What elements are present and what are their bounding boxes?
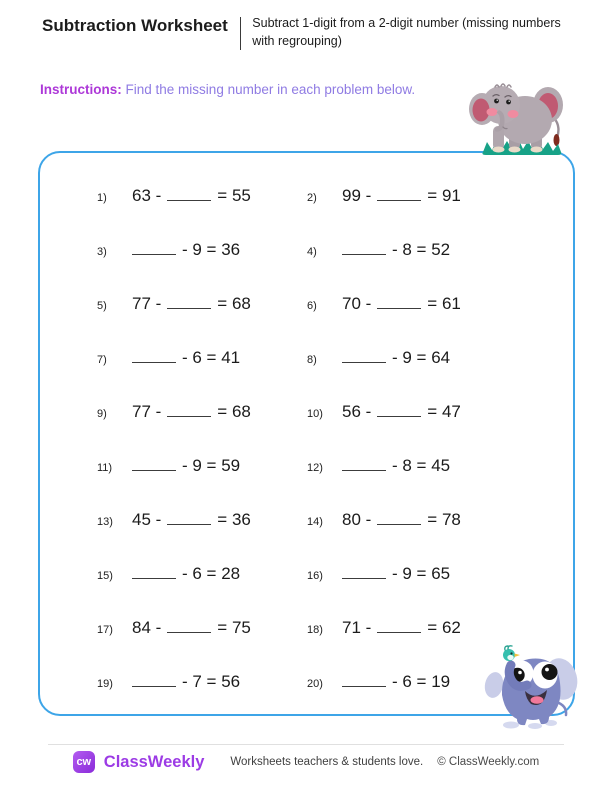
problem-equation xyxy=(132,510,251,530)
instructions-text: Find the missing number in each problem below. xyxy=(125,82,416,97)
footer xyxy=(0,751,612,773)
equation-before-text: 63 - xyxy=(132,186,162,205)
answer-blank xyxy=(342,564,386,579)
problem-row xyxy=(97,331,307,385)
problem-row xyxy=(97,655,307,709)
answer-blank xyxy=(377,294,421,309)
problem-number: 17) xyxy=(97,623,113,636)
equation-after-text: - 9 = 64 xyxy=(392,348,451,367)
footer-divider xyxy=(48,744,564,745)
problem-number: 5) xyxy=(97,299,107,312)
problem-equation xyxy=(132,672,240,692)
problem-number: 12) xyxy=(307,461,323,474)
equation-after-text: = 47 xyxy=(427,402,461,421)
answer-blank xyxy=(167,402,211,417)
equation-before-text: 45 - xyxy=(132,510,162,529)
problem-equation xyxy=(132,564,240,584)
equation-before-text: 77 - xyxy=(132,402,162,421)
problem-row xyxy=(97,547,307,601)
problem-number: 18) xyxy=(307,623,323,636)
footer-copyright: © ClassWeekly.com xyxy=(437,756,540,768)
classweekly-logo-icon: cw xyxy=(73,751,95,773)
problem-row xyxy=(97,385,307,439)
equation-before-text: 56 - xyxy=(342,402,372,421)
equation-after-text: = 61 xyxy=(427,294,461,313)
answer-blank xyxy=(132,456,176,471)
problem-equation xyxy=(342,456,450,476)
problem-number: 16) xyxy=(307,569,323,582)
problem-row xyxy=(307,169,517,223)
problem-equation xyxy=(132,618,251,638)
problem-row xyxy=(307,331,517,385)
problem-row xyxy=(307,439,517,493)
equation-before-text: 84 - xyxy=(132,618,162,637)
answer-blank xyxy=(377,618,421,633)
problem-number: 10) xyxy=(307,407,323,420)
answer-blank xyxy=(377,402,421,417)
problem-row xyxy=(97,493,307,547)
problem-equation xyxy=(342,564,450,584)
problem-row xyxy=(97,169,307,223)
problem-equation xyxy=(132,402,251,422)
problem-row xyxy=(307,277,517,331)
problem-number: 2) xyxy=(307,191,317,204)
equation-after-text: - 6 = 19 xyxy=(392,672,451,691)
equation-after-text: - 9 = 36 xyxy=(182,240,241,259)
problem-row xyxy=(307,547,517,601)
equation-after-text: = 36 xyxy=(217,510,251,529)
problem-number: 4) xyxy=(307,245,317,258)
equation-after-text: = 62 xyxy=(427,618,461,637)
problem-equation xyxy=(132,294,251,314)
blue-baby-elephant-with-bird-icon xyxy=(477,633,579,731)
answer-blank xyxy=(342,240,386,255)
header xyxy=(42,15,582,50)
problems-grid xyxy=(40,153,573,714)
answer-blank xyxy=(167,186,211,201)
problem-equation xyxy=(132,456,240,476)
equation-before-text: 71 - xyxy=(342,618,372,637)
problem-row xyxy=(307,385,517,439)
answer-blank xyxy=(132,240,176,255)
problem-number: 20) xyxy=(307,677,323,690)
problem-row xyxy=(97,439,307,493)
header-divider xyxy=(240,17,242,50)
equation-after-text: = 68 xyxy=(217,294,251,313)
answer-blank xyxy=(167,510,211,525)
problem-equation xyxy=(342,186,461,206)
problem-row xyxy=(307,223,517,277)
problem-number: 6) xyxy=(307,299,317,312)
problem-equation xyxy=(342,402,461,422)
problem-number: 8) xyxy=(307,353,317,366)
equation-after-text: - 7 = 56 xyxy=(182,672,241,691)
equation-after-text: - 6 = 41 xyxy=(182,348,241,367)
footer-tagline: Worksheets teachers & students love. xyxy=(230,756,424,768)
problem-equation xyxy=(132,240,240,260)
equation-after-text: = 75 xyxy=(217,618,251,637)
instructions-label: Instructions: xyxy=(40,82,122,97)
problem-row xyxy=(97,601,307,655)
equation-after-text: - 9 = 65 xyxy=(392,564,451,583)
answer-blank xyxy=(377,510,421,525)
problem-number: 14) xyxy=(307,515,323,528)
equation-after-text: = 78 xyxy=(427,510,461,529)
problem-number: 7) xyxy=(97,353,107,366)
problem-row xyxy=(307,493,517,547)
equation-before-text: 77 - xyxy=(132,294,162,313)
answer-blank xyxy=(342,672,386,687)
answer-blank xyxy=(132,672,176,687)
problem-equation xyxy=(132,348,240,368)
page-title: Subtraction Worksheet xyxy=(42,16,228,35)
instructions xyxy=(40,82,415,97)
answer-blank xyxy=(342,456,386,471)
problem-row xyxy=(97,223,307,277)
equation-before-text: 70 - xyxy=(342,294,372,313)
answer-blank xyxy=(167,618,211,633)
problem-number: 9) xyxy=(97,407,107,420)
problem-number: 19) xyxy=(97,677,113,690)
problem-number: 13) xyxy=(97,515,113,528)
problem-number: 1) xyxy=(97,191,107,204)
equation-after-text: = 55 xyxy=(217,186,251,205)
problem-equation xyxy=(342,510,461,530)
equation-after-text: - 8 = 52 xyxy=(392,240,451,259)
problem-number: 15) xyxy=(97,569,113,582)
problem-number: 3) xyxy=(97,245,107,258)
answer-blank xyxy=(132,348,176,363)
problem-equation xyxy=(342,672,450,692)
brand-name: ClassWeekly xyxy=(103,752,205,771)
answer-blank xyxy=(167,294,211,309)
answer-blank xyxy=(377,186,421,201)
equation-after-text: = 68 xyxy=(217,402,251,421)
problem-equation xyxy=(342,294,461,314)
equation-before-text: 99 - xyxy=(342,186,372,205)
equation-after-text: - 9 = 59 xyxy=(182,456,241,475)
problem-equation xyxy=(342,618,461,638)
problems-box xyxy=(38,151,575,716)
answer-blank xyxy=(342,348,386,363)
equation-before-text: 80 - xyxy=(342,510,372,529)
problem-equation xyxy=(342,240,450,260)
problem-equation xyxy=(342,348,450,368)
gray-elephant-on-grass-icon xyxy=(461,72,573,158)
problem-row xyxy=(97,277,307,331)
equation-after-text: = 91 xyxy=(427,186,461,205)
equation-after-text: - 6 = 28 xyxy=(182,564,241,583)
equation-after-text: - 8 = 45 xyxy=(392,456,451,475)
problem-equation xyxy=(132,186,251,206)
page-subtitle: Subtract 1-digit from a 2-digit number (missing numbers with regrouping) xyxy=(252,16,561,48)
answer-blank xyxy=(132,564,176,579)
problem-number: 11) xyxy=(97,461,113,474)
